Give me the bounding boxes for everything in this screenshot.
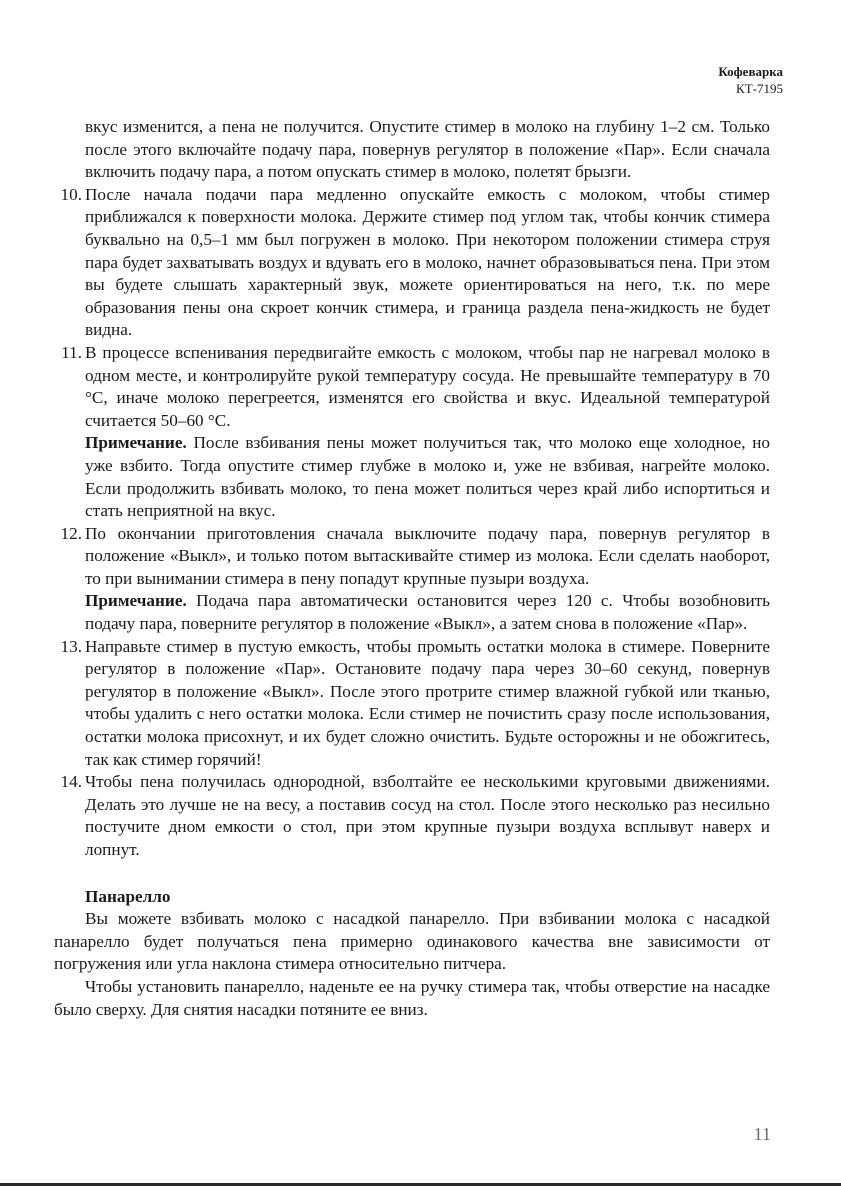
list-item-10 [54,184,770,342]
note-label: Примечание. [85,433,187,453]
section-paragraph: Чтобы установить панарелло, наденьте ее на ручку стимера так, чтобы отверстие на насадке было сверху. Для снятия насадки потяните ее вниз. [54,976,770,1019]
section-title: Панарелло [85,886,171,906]
note-text: Подача пара автоматически остановится через 120 с. Чтобы возобновить подачу пара, поверните регулятор в положение «Выкл», а затем снова в положение «Пар». [85,591,770,634]
note-text: После взбивания пены может получиться так, что молоко еще холодное, но уже взбито. Тогда опустите стимер глубже в молоко и, уже не взбивая, нагрейте молоко. Если продолжить взбивать молоко, то пена может политься через край либо испортиться и стать неприятной на вкус. [85,433,770,521]
list-item-number: 11. [61,342,82,362]
list-item-13 [54,636,770,772]
list-item-number: 10. [60,184,82,204]
page-header [718,63,783,97]
list-item-text: По окончании приготовления сначала выключите подачу пара, повернув регулятор в положение «Выкл», и только потом вытаскивайте стимер из молока. Если сделать наоборот, то при вынимании стимера в пену попадут крупные пузыри воздуха. [85,523,770,588]
list-item-number: 14. [60,772,82,792]
note-1 [54,432,770,522]
product-name: Кофеварка [718,64,783,79]
list-item-14 [54,771,770,861]
intro-paragraph: вкус изменится, а пена не получится. Опустите стимер в молоко на глубину 1–2 см. Только после этого включайте подачу пара, повернув регулятор в положение «Пар». Если сначала включить подачу пара, а потом опускать стимер в молоко, полетят брызги. [85,117,770,182]
list-item-11 [54,342,770,432]
list-item-number: 12. [60,523,82,543]
list-item-number: 13. [60,636,82,656]
note-2 [54,590,770,635]
product-model: КТ-7195 [736,81,783,96]
list-item-text: Чтобы пена получилась однородной, взболтайте ее несколькими круговыми движениями. Делать это лучше не на весу, а поставив сосуд на стол. После этого несколько раз несильно постучите дном емкости о стол, при этом крупные пузыри воздуха всплывут наверх и лопнут. [85,772,770,859]
list-item-text: В процессе вспенивания передвигайте емкость с молоком, чтобы пар не нагревал молоко в одном месте, и контролируйте рукой температуру сосуда. Не превышайте температуру в 70 °С, иначе молоко перегреется, изменятся его свойства и вкус. Идеальной температурой считается 50–60 °С. [85,342,770,430]
section-paragraph: Вы можете взбивать молоко с насадкой панарелло. При взбивании молока с насадкой панарелло будет получаться пена примерно одинакового качества вне зависимости от погружения или угла наклона стимера относительно питчера. [54,909,770,974]
note-label: Примечание. [85,591,187,611]
page-number: 11 [753,1124,771,1144]
page-content [54,116,770,1021]
list-item-text: Направьте стимер в пустую емкость, чтобы промыть остатки молока в стимере. Поверните регулятор в положение «Пар». Остановите подачу пара через 30–60 секунд, повернув регулятор в положение «Выкл». После этого протрите стимер влажной губкой или тканью, чтобы удалить с него остатки молока. Если стимер не почистить сразу после использования, остатки молока присохнут, и их будет сложно очистить. Будьте осторожны и не обожгитесь, так как стимер горячий! [85,636,770,769]
list-item-12 [54,523,770,591]
list-item-text: После начала подачи пара медленно опускайте емкость с молоком, чтобы стимер приближался к поверхности молока. Держите стимер под углом так, чтобы кончик стимера буквально на 0,5–1 мм был погружен в молоко. При некотором положении стимера струя пара будет захватывать воздух и вдувать его в молоко, начнет образовываться пена. При этом вы будете слышать характерный звук, можете ориентироваться на него, т.к. по мере образования пены она скроет кончик стимера, и граница раздела пена-жидкость не будет видна. [85,184,770,340]
